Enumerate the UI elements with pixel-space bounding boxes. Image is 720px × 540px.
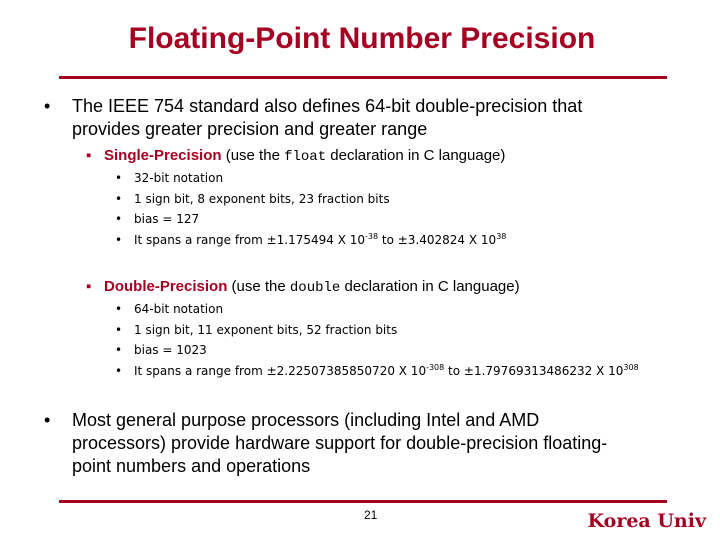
bullet-processors (44, 409, 712, 478)
double-precision-heading (86, 277, 520, 298)
list-item: • 32-bit notation (115, 171, 224, 185)
single-precision-heading (86, 146, 505, 167)
bullet-marker: • (44, 96, 51, 116)
page-number: 21 (364, 508, 378, 522)
bullet-ieee-754 (44, 95, 672, 141)
range-text: It spans a range from ±1.175494 X 10 (134, 233, 365, 247)
list-item: • 64-bit notation (115, 302, 224, 316)
bullet-marker: • (44, 410, 51, 430)
range-text: to ±3.402824 X 10 (378, 233, 497, 247)
list-item-text: 32-bit notation (134, 171, 224, 185)
slide-title: Floating-Point Number Precision (128, 22, 596, 55)
list-item-text: bias = 1023 (134, 343, 207, 357)
bullet-line: The IEEE 754 standard also defines 64-bit double-precision that (72, 96, 583, 116)
list-item-text: bias = 127 (134, 212, 200, 226)
heading-text: declaration in C language) (340, 278, 520, 295)
single-precision-label: Single-Precision (104, 147, 222, 164)
list-item: • bias = 127 (115, 212, 200, 226)
exponent: -38 (365, 232, 379, 241)
heading-text: declaration in C language) (326, 147, 506, 164)
bullet-line: point numbers and operations (72, 456, 311, 476)
exponent: 38 (496, 232, 507, 241)
double-precision-label: Double-Precision (104, 278, 228, 295)
list-item-text: 1 sign bit, 8 exponent bits, 23 fraction bits (134, 192, 390, 206)
list-item: • 1 sign bit, 11 exponent bits, 52 fraction bits (115, 323, 398, 337)
code-keyword: double (289, 280, 341, 296)
heading-text: (use the (221, 147, 285, 164)
list-item: • 1 sign bit, 8 exponent bits, 23 fraction bits (115, 192, 390, 206)
heading-text: (use the (227, 278, 290, 295)
list-item: • bias = 1023 (115, 343, 207, 357)
list-item-range: • It spans a range from ±2.22507385850720 X $10^{-308}$ to ±1.79769313486232 X $10^{308}$ (115, 363, 639, 378)
bullet-line: Most general purpose processors (including Intel and AMD (72, 410, 540, 430)
footer-brand: Korea Univ (587, 510, 706, 532)
title-divider (59, 76, 667, 79)
list-item-range: • It spans a range from ±1.175494 X $10^{-38}$ to ±3.402824 X $10^{38}$ (115, 232, 507, 247)
range-text: It spans a range from ±2.22507385850720 X 10 (134, 364, 427, 378)
bullet-line: provides greater precision and greater range (72, 119, 428, 139)
bullet-line: processors) provide hardware support for double-precision floating- (72, 433, 608, 453)
list-item-text: 64-bit notation (134, 302, 224, 316)
footer-divider (59, 500, 667, 503)
range-text: to ±1.79769313486232 X 10 (444, 364, 624, 378)
exponent: 308 (623, 363, 639, 372)
exponent: -308 (426, 363, 445, 372)
square-bullet-icon: ▪ (86, 147, 92, 164)
code-keyword: float (284, 149, 327, 165)
list-item-text: 1 sign bit, 11 exponent bits, 52 fraction bits (134, 323, 398, 337)
square-bullet-icon: ▪ (86, 278, 92, 295)
